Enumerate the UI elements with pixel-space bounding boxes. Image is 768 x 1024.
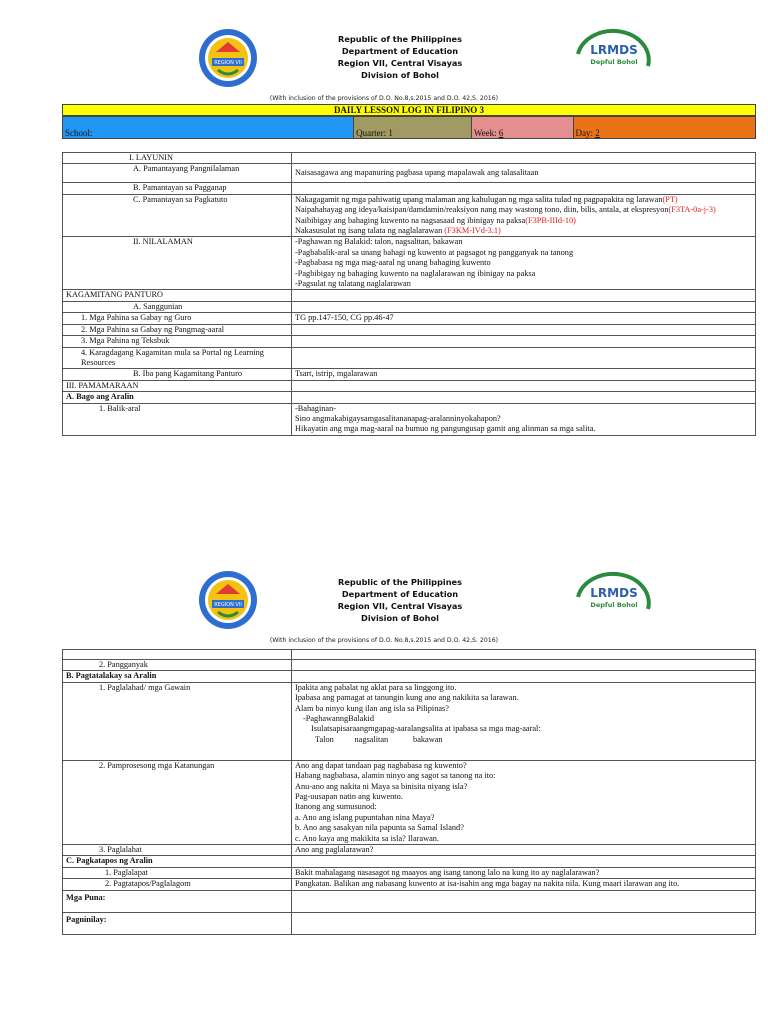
content-line: Isulatsapisaraangmgapag-aaralangsalita at ipabasa sa mga mag-aaral:: [311, 724, 541, 734]
table-row: [63, 867, 756, 878]
competency-text: Naibibigay ang bahaging kuwento na nagsasaad ng ibinigay na paksa: [295, 215, 526, 225]
table-row: [63, 380, 756, 391]
header-line-department: Department of Education: [341, 46, 459, 56]
competency-1: [295, 195, 752, 205]
row-right: TG pp.147-150, CG pp.46-47: [292, 313, 756, 324]
row-left: Mga Puna:: [63, 890, 292, 912]
table-row: [63, 237, 756, 290]
lrmds-logo: [568, 567, 660, 627]
row-right: [292, 324, 756, 335]
page2-table: [62, 649, 756, 935]
row-left: 2. Pangganyak: [63, 660, 292, 671]
competency-code: (F3KM-IVd-3.1): [444, 226, 501, 236]
row-right: [292, 856, 756, 867]
day-field: [574, 117, 755, 138]
table-row: [63, 194, 756, 237]
row-left: 2. Pagtatapos/Paglalagom: [63, 879, 292, 890]
header-line-region: Region VII, Central Visayas: [337, 58, 463, 68]
header-text: [300, 33, 500, 81]
content-line: -Pagbabalik-aral sa unang bahagi ng kuwento at pagsagot ng pangganyak na tanong: [295, 247, 574, 257]
row-left: A. Bago ang Aralin: [63, 392, 292, 403]
deped-seal-logo: [198, 28, 258, 88]
row-left: C. Pagkatapos ng Aralin: [63, 856, 292, 867]
week-field: [472, 117, 574, 138]
row-left: 2. Mga Pahina sa Gabay ng Pangmag-aaral: [63, 324, 292, 335]
content-line: Ano ang dapat tandaan pag nagbabasa ng kuwento?: [295, 760, 467, 770]
row-left: 1. Paglalapat: [63, 867, 292, 878]
table-row: [63, 369, 756, 380]
table-row: [63, 290, 756, 301]
row-right: [292, 760, 756, 844]
competency-2: [295, 205, 752, 215]
row-right: Bakit mahalagang nasasagot ng maayos ang isang tanong lalo na kung ito ay naglalarawan?: [292, 867, 756, 878]
table-row: [63, 660, 756, 671]
school-field: School:: [63, 117, 354, 138]
row-right: [292, 650, 756, 660]
row-right: [292, 660, 756, 671]
table-row: [63, 313, 756, 324]
content-line: -Bahaginan-: [295, 403, 337, 413]
content-line: Habang nagbabasa, alamin ninyo ang sagot sa tanong na ito:: [295, 771, 496, 781]
svg-text:Depful Bohol: Depful Bohol: [590, 601, 638, 609]
row-right: Ano ang paglalarawan?: [292, 845, 756, 856]
svg-text:LRMDS: LRMDS: [590, 586, 638, 600]
deped-seal-logo: [198, 570, 258, 630]
row-left: 1. Balik-aral: [63, 403, 292, 435]
competency-4: [295, 226, 752, 236]
row-left: [63, 650, 292, 660]
svg-text:REGION VII: REGION VII: [214, 60, 242, 66]
row-right: [292, 380, 756, 391]
row-left: 2. Pamprosesong mga Katanungan: [63, 760, 292, 844]
row-left: A. Pamantayang Pangnilalaman: [63, 164, 292, 183]
row-right: Tsart, istrip, mgalarawan: [292, 369, 756, 380]
header-line-department: Department of Education: [341, 589, 459, 599]
table-row: [63, 671, 756, 682]
svg-text:REGION VII: REGION VII: [214, 602, 242, 608]
row-right: [292, 153, 756, 164]
competency-text: Nakasusulat ng isang talata ng naglalarawan: [295, 226, 445, 236]
content-line: -Pagbibigay ng bahaging kuwento na naglalarawan ng ibinigay na paksa: [295, 268, 536, 278]
competency-code: (F3TA-0a-j-3): [668, 205, 716, 215]
table-row: [63, 890, 756, 912]
week-label: Week:: [473, 128, 497, 138]
row-right: [292, 290, 756, 301]
row-left: 1. Mga Pahina sa Gabay ng Guro: [63, 313, 292, 324]
row-left: B. Pagtatalakay sa Aralin: [63, 671, 292, 682]
table-row: [63, 845, 756, 856]
row-left: C. Pamantayan sa Pagkatuto: [63, 194, 292, 237]
table-row: [63, 301, 756, 312]
header-note: (With inclusion of the provisions of D.O. No.8,s.2015 and D.O. 42,S. 2016): [269, 637, 499, 644]
competency-code: (F3PB-IIId-10): [525, 215, 576, 225]
svg-text:Depful Bohol: Depful Bohol: [590, 58, 638, 66]
row-right: [292, 912, 756, 934]
row-left: B. Pamantayan sa Pagganap: [63, 183, 292, 194]
competency-text: Naipahahayag ang ideya/kaisipan/damdamin/reaksiyon nang may wastong tono, diin, bilis, antala, at ekspresyon: [295, 205, 669, 215]
row-right: [292, 336, 756, 347]
competency-3: [295, 216, 752, 226]
content-line: Itanong ang sumusunod:: [295, 802, 377, 812]
row-left: III. PAMAMARAAN: [63, 380, 292, 391]
content-line: Alam ba ninyo kung ilan ang isla sa Pilipinas?: [295, 703, 449, 713]
info-band: [62, 116, 756, 139]
table-row: [63, 650, 756, 660]
header-line-region: Region VII, Central Visayas: [337, 601, 463, 611]
table-row: [63, 153, 756, 164]
table-row: [63, 392, 756, 403]
content-line: Ipabasa ang pamagat at tanungin kung ano ang nakikita sa larawan.: [295, 693, 519, 703]
content-line: b. Ano ang sasakyan nila papunta sa Samal Island?: [295, 823, 464, 833]
table-row: [63, 879, 756, 890]
row-right: [292, 237, 756, 290]
content-line: Sino angmakabigaysamgasalitananapag-aralanninyokahapon?: [295, 413, 501, 423]
row-right: [292, 403, 756, 435]
lesson-log-title: DAILY LESSON LOG IN FILIPINO 3: [62, 104, 756, 116]
week-value: 6: [498, 128, 504, 138]
header-line-division: Division of Bohol: [361, 70, 439, 80]
row-right: Naisasagawa ang mapanuring pagbasa upang mapalawak ang talasalitaan: [292, 164, 756, 183]
table-row: [63, 347, 756, 369]
competency-text: Nakagagamit ng mga pahiwatig upang malaman ang kahulugan ng mga salita tulad ng pagpapakita ng larawan: [295, 194, 663, 204]
table-row: [63, 912, 756, 934]
header-line-division: Division of Bohol: [361, 613, 439, 623]
table-row: [63, 324, 756, 335]
table-row: [63, 856, 756, 867]
content-line: -PaghawanngBalakid: [303, 714, 374, 724]
day-label: Day:: [575, 128, 594, 138]
row-right: [292, 194, 756, 237]
quarter-field: Quarter: 1: [354, 117, 472, 138]
row-left: 3. Mga Pahina ng Teksbuk: [63, 336, 292, 347]
table-row: [63, 760, 756, 844]
day-value: 2: [595, 128, 600, 138]
content-line: Ipakita ang pabalat ng aklat para sa linggong ito.: [295, 682, 457, 692]
row-left: 4. Karagdagang Kagamitan mula sa Portal ng Learning Resources: [63, 347, 292, 369]
table-row: [63, 682, 756, 760]
table-row: [63, 183, 756, 194]
content-line: -Pagsulat ng talatang naglalarawan: [295, 279, 411, 289]
content-line: Talon nagsalitan bakawan: [315, 734, 443, 744]
row-left: 1. Paglalahad/ mga Gawain: [63, 682, 292, 760]
competency-code: (PT): [662, 194, 678, 204]
svg-text:LRMDS: LRMDS: [590, 43, 638, 57]
row-right: Pangkatan. Balikan ang nabasang kuwento at isa-isahin ang mga bagay na nakita nila. Kung maari ilarawan ang ito.: [292, 879, 756, 890]
content-line: Pag-uusapan natin ang kuwento.: [295, 792, 403, 802]
lrmds-logo: [568, 24, 660, 84]
row-left: II. NILALAMAN: [63, 237, 292, 290]
header-note: (With inclusion of the provisions of D.O. No.8,s.2015 and D.O. 42,S. 2016): [269, 95, 499, 102]
content-line: -Pagbabasa ng mga mag-aaral ng unang bahaging kuwento: [295, 258, 491, 268]
header-line-republic: Republic of the Philippines: [338, 577, 462, 587]
row-left: KAGAMITANG PANTURO: [63, 290, 292, 301]
row-right: [292, 671, 756, 682]
content-line: Hikayatin ang mga mag-aaral na bumuo ng pangungusap gamit ang alinman sa mga salita.: [295, 424, 596, 434]
header-line-republic: Republic of the Philippines: [338, 34, 462, 44]
content-line: a. Ano ang islang pupuntahan nina Maya?: [295, 812, 435, 822]
table-row: [63, 336, 756, 347]
row-left: 3. Paglalahat: [63, 845, 292, 856]
row-right: [292, 890, 756, 912]
content-line: -Paghawan ng Balakid: talon, nagsalitan, bakawan: [295, 237, 463, 247]
table-row: [63, 403, 756, 435]
row-left: I. LAYUNIN: [63, 153, 292, 164]
row-right: [292, 301, 756, 312]
row-right: [292, 392, 756, 403]
row-left: Pagninilay:: [63, 912, 292, 934]
row-left: A. Sanggunian: [63, 301, 292, 312]
row-left: B. Iba pang Kagamitang Panturo: [63, 369, 292, 380]
row-right: [292, 682, 756, 760]
table-row: [63, 164, 756, 183]
content-line: c. Ano kaya ang makikita sa isla? Ilarawan.: [295, 833, 439, 843]
row-right: [292, 347, 756, 369]
row-right: [292, 183, 756, 194]
content-line: Anu-ano ang nakita ni Maya sa binisita niyang isla?: [295, 781, 468, 791]
page1-table: [62, 152, 756, 436]
header-text: [300, 576, 500, 624]
